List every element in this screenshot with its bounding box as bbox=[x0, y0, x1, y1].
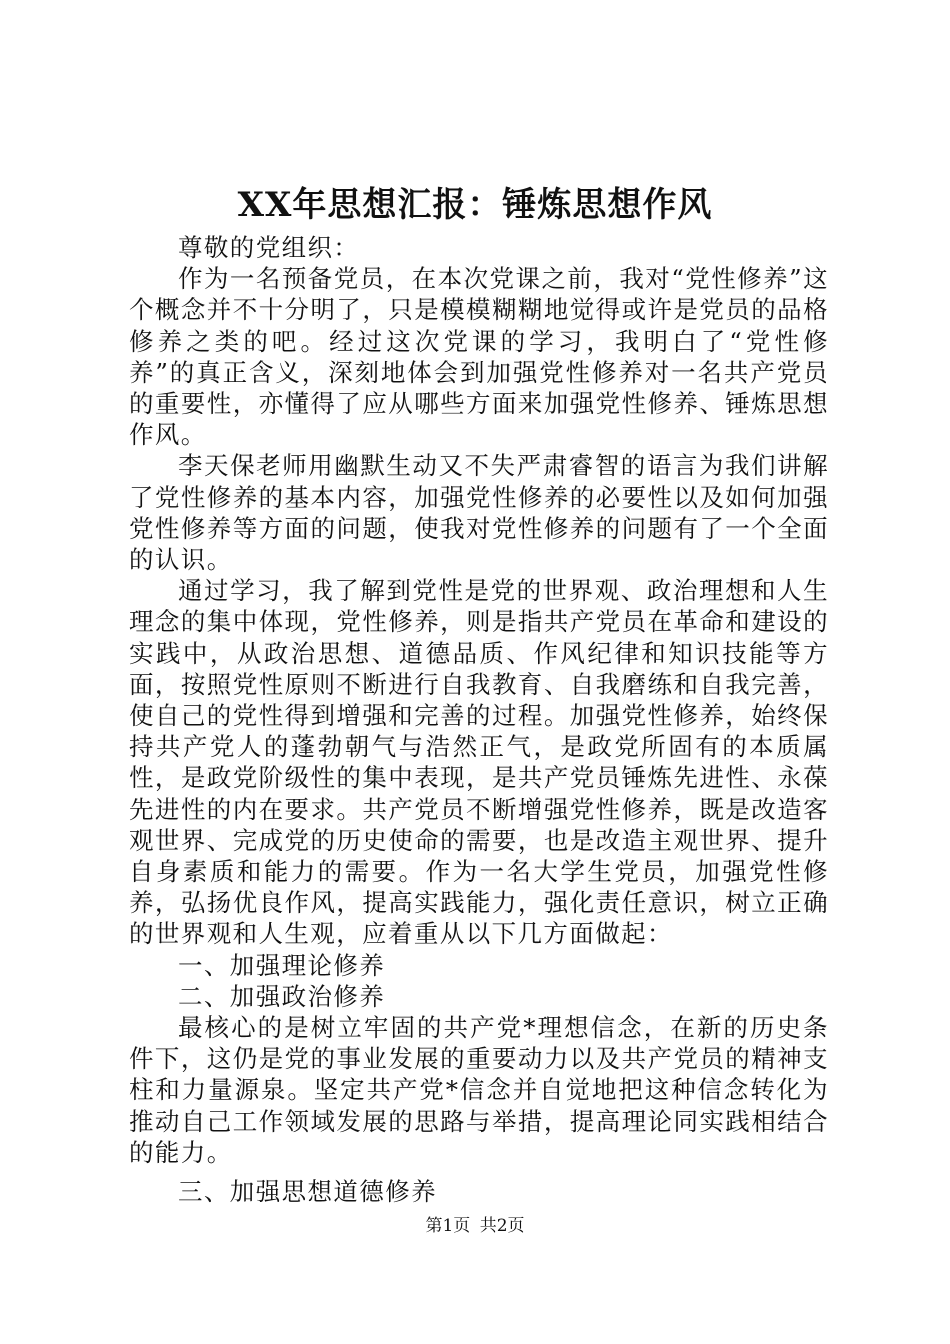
document-body bbox=[129, 232, 829, 1207]
document-title: XX年思想汇报：锤炼思想作风 bbox=[237, 185, 713, 225]
paragraph-lecture: 李天保老师用幽默生动又不失严肃睿智的语言为我们讲解了党性修养的基本内容，加强党性修养的必要性以及如何加强党性修养等方面的问题，使我对党性修养的问题有了一个全面的认识。 bbox=[129, 451, 829, 575]
page-number: 第1页 bbox=[425, 1216, 471, 1236]
heading-politics: 二、加强政治修养 bbox=[178, 981, 386, 1011]
paragraph-intro: 作为一名预备党员，在本次党课之前，我对“党性修养”这个概念并不十分明了，只是模模糊糊地觉得或许是党员的品格修养之类的吧。经过这次党课的学习，我明白了“党性修养”的真正含义，深刻地体会到加强党性修养对一名共产党员的重要性，亦懂得了应从哪些方面来加强党性修养、锤炼思想作风。 bbox=[129, 264, 829, 450]
paragraph-belief: 最核心的是树立牢固的共产党*理想信念，在新的历史条件下，这仍是党的事业发展的重要动力以及共产党员的精神支柱和力量源泉。坚定共产党*信念并自觉地把这种信念转化为推动自己工作领域发展的思路与举措，提高理论同实践相结合的能力。 bbox=[129, 1013, 829, 1167]
salutation: 尊敬的党组织： bbox=[178, 233, 360, 262]
paragraph-learning: 通过学习，我了解到党性是党的世界观、政治理想和人生理念的集中体现，党性修养，则是指共产党员在革命和建设的实践中，从政治思想、道德品质、作风纪律和知识技能等方面，按照党性原则不断进行自我教育、自我磨练和自我完善，使自己的党性得到增强和完善的过程。加强党性修养，始终保持共产党人的蓬勃朝气与浩然正气，是政党所固有的本质属性，是政党阶级性的集中表现，是共产党员锤炼先进性、永葆先进性的内在要求。共产党员不断增强党性修养，既是改造客观世界、完成党的历史使命的需要，也是改造主观世界、提升自身素质和能力的需要。作为一名大学生党员，加强党性修养，弘扬优良作风，提高实践能力，强化责任意识，树立正确的世界观和人生观，应着重从以下几方面做起： bbox=[129, 576, 829, 949]
heading-theory: 一、加强理论修养 bbox=[178, 950, 386, 980]
page-footer bbox=[0, 1214, 950, 1238]
heading-morality: 三、加强思想道德修养 bbox=[178, 1177, 437, 1207]
page-total: 共2页 bbox=[479, 1216, 525, 1236]
